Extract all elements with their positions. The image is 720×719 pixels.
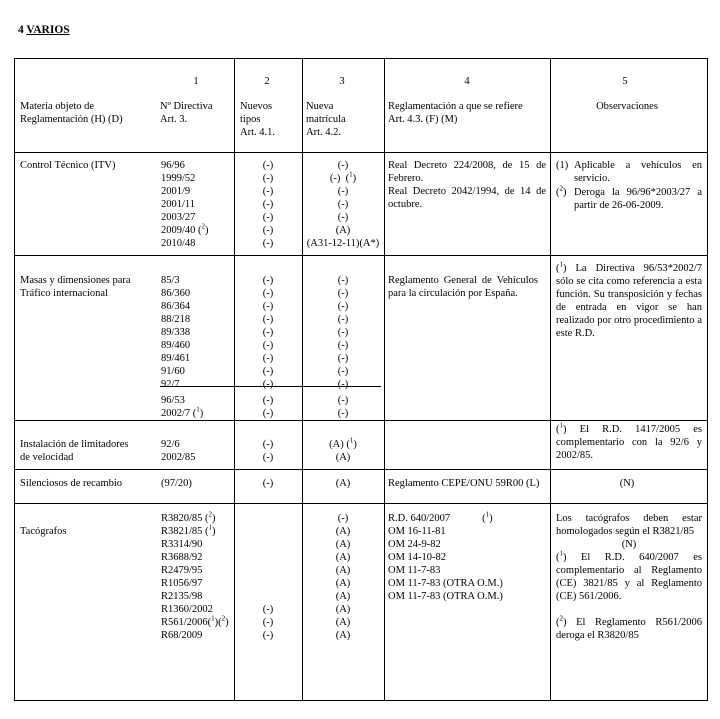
value-cell: (-) xyxy=(262,379,274,390)
regulation-item: Real Decreto 224/2008, de 15 de Febrero. xyxy=(388,160,546,184)
header-line: Art. 3. xyxy=(160,114,188,125)
value-cell: (-) xyxy=(262,314,274,325)
directive-item: 2010/48 xyxy=(161,238,196,249)
taco-new-types xyxy=(236,603,300,642)
value-cell: (A) xyxy=(335,552,351,563)
taco-directives xyxy=(161,512,229,642)
directive-code: 2002/7 xyxy=(161,408,191,419)
itv-regulation xyxy=(388,159,546,211)
directive-item: 2001/11 xyxy=(161,199,196,210)
masas-regulation: Reglamento General de Vehículos para la circulación por España. xyxy=(388,275,538,299)
value-cell: (-) xyxy=(337,353,349,364)
taco-registration xyxy=(304,512,382,642)
rule-bottom xyxy=(14,700,708,701)
directive-item: 2002/7 ($^1$) xyxy=(161,405,204,419)
observation-item: ($^2$) El Reglamento R561/2006 deroga el R3820/85 xyxy=(556,614,702,641)
regulation-code: R.D. 640/2007 xyxy=(388,513,451,524)
value-cell: (-) xyxy=(337,340,349,351)
value-cell: (-) xyxy=(262,186,274,197)
regulation-item: OM 24-9-82 xyxy=(388,539,441,550)
value-cell: (-) xyxy=(262,353,274,364)
value-cell: (-) xyxy=(337,288,349,299)
section-number: 4 xyxy=(18,24,27,36)
footnote-ref: 1 xyxy=(208,523,213,532)
observation-text: La Directiva 96/53*2002/7 sólo se cita como referencia a esta función. Su transposición y fechas de entrada en vigor se han realizado por otro procedimiento a este R.D. xyxy=(556,263,702,339)
directive-item: R68/2009 xyxy=(161,630,203,641)
header-line: Art. 4.3. (F) (M) xyxy=(388,114,458,125)
rule-masas xyxy=(14,420,708,421)
section-heading xyxy=(18,24,70,37)
value-cell: (-) xyxy=(262,395,274,406)
observation-label: (1) xyxy=(556,160,569,171)
regulation-item: OM 11-7-83 xyxy=(388,565,441,576)
value-cell: (A) xyxy=(335,478,351,489)
observation-item: ($^2$) Deroga la 96/96*2003/27 a partir de 26-06-2009. xyxy=(556,184,702,211)
directive-item: 86/360 xyxy=(161,288,191,299)
footnote-ref: 2 xyxy=(208,510,213,519)
silenc-regulation: Reglamento CEPE/ONU 59R00 (L) xyxy=(388,478,540,489)
rule-col-2 xyxy=(234,58,235,701)
col-5-number: 5 xyxy=(622,76,628,87)
value-text: (-) xyxy=(329,173,341,184)
value-cell: (-) xyxy=(262,212,274,223)
footnote-ref: 1 xyxy=(196,405,200,414)
value-cell: (-) xyxy=(262,478,274,489)
col-4-header xyxy=(388,100,523,126)
row-subject: Control Técnico (ITV) xyxy=(20,160,116,171)
value-cell: (A31-12-11)(A*) xyxy=(306,238,380,249)
observation-item: ($^1$) El R.D. 640/2007 es complementario al Reglamento (CE) 3821/85 y al Reglamento (CE) 561/2006. xyxy=(556,549,702,602)
footnote-ref: 2 xyxy=(559,614,563,623)
col-2-header xyxy=(240,100,275,139)
value-cell: (-) xyxy=(262,366,274,377)
directive-item: R2479/95 xyxy=(161,565,203,576)
limit-registration xyxy=(304,438,382,464)
rule-top xyxy=(14,58,708,59)
directive-item: 92/7 xyxy=(161,379,180,390)
footnote-ref: 1 xyxy=(559,421,563,430)
regulation-item: OM 11-7-83 (OTRA O.M.) xyxy=(388,578,503,589)
value-cell: (-) xyxy=(262,604,274,615)
subject-line: Masas y dimensiones para xyxy=(20,275,131,286)
footnote-ref: 1 xyxy=(559,549,563,558)
value-cell: (-) xyxy=(337,186,349,197)
col-subject-header xyxy=(20,100,123,126)
observation-text: El R.D. 1417/2005 es complementario con la 92/6 y 2002/85. xyxy=(556,424,702,461)
value-cell: (-) xyxy=(262,160,274,171)
rule-col-4 xyxy=(384,58,385,701)
regulation-item: Real Decreto 2042/1994, de 14 de octubre. xyxy=(388,186,546,210)
rule-col-right xyxy=(707,58,708,701)
value-cell: (-) xyxy=(337,513,349,524)
value-cell: (A) xyxy=(335,452,351,463)
value-cell: (-) xyxy=(337,408,349,419)
section-title: VARIOS xyxy=(26,24,70,36)
value-cell: (-) xyxy=(337,327,349,338)
value-cell: (-) xyxy=(337,199,349,210)
masas-new-types xyxy=(236,274,300,420)
taco-regulation xyxy=(388,512,503,603)
row-subject xyxy=(20,274,131,300)
itv-new-types xyxy=(236,159,300,250)
header-line: matrícula xyxy=(306,114,346,125)
directive-code: 2009/40 xyxy=(161,225,196,236)
rule-col-3 xyxy=(302,58,303,701)
masas-observation: ($^1$) La Directiva 96/53*2002/7 sólo se cita como referencia a esta función. Su transposición y fechas de entrada en vigor se han realizado por otro procedimiento a este R.D. xyxy=(556,260,702,339)
limit-directives xyxy=(161,438,195,464)
directive-item: R3688/92 xyxy=(161,552,203,563)
value-cell: (-) xyxy=(262,340,274,351)
directive-item: 91/60 xyxy=(161,366,185,377)
observation-text: (N) xyxy=(621,539,637,550)
observation-item xyxy=(556,159,702,185)
itv-directives xyxy=(161,159,209,250)
header-line: tipos xyxy=(240,114,261,125)
directive-item: 89/460 xyxy=(161,340,191,351)
directive-item: 89/461 xyxy=(161,353,191,364)
rule-header xyxy=(14,152,708,153)
value-cell: (-) xyxy=(262,225,274,236)
header-line: Nº Directiva xyxy=(160,101,213,112)
rule-silenc xyxy=(14,503,708,504)
value-cell: (-) xyxy=(262,199,274,210)
value-cell: (-) xyxy=(262,617,274,628)
directive-item: 92/6 xyxy=(161,439,180,450)
itv-registration xyxy=(304,159,382,250)
value-cell: (-) ($^1$) xyxy=(329,170,357,184)
observation-text: El Reglamento R561/2006 deroga el R3820/85 xyxy=(556,617,702,641)
directive-item: 89/338 xyxy=(161,327,191,338)
header-line: Nuevos xyxy=(240,101,273,112)
value-cell: (A) ($^1$) xyxy=(329,436,357,450)
directive-code: R3821/85 xyxy=(161,526,203,537)
observation-text: El R.D. 640/2007 es complementario al Reglamento (CE) 3821/85 y al Reglamento (CE) 561/2006. xyxy=(556,552,702,602)
subject-line: Tráfico internacional xyxy=(20,288,108,299)
subject-line: Instalación de limitadores xyxy=(20,439,129,450)
footnote-ref: 2 xyxy=(221,614,226,623)
value-cell: (-) xyxy=(337,366,349,377)
directive-item: R1056/97 xyxy=(161,578,203,589)
value-cell: (-) xyxy=(262,452,274,463)
directive-item: R561/2006($^1$)($^2$) xyxy=(161,614,229,628)
value-cell: (A) xyxy=(335,591,351,602)
value-cell: (-) xyxy=(262,288,274,299)
rule-col-5 xyxy=(550,58,551,701)
col-3-header xyxy=(306,100,346,139)
taco-observations xyxy=(556,512,702,642)
footnote-ref: 1 xyxy=(349,436,354,445)
value-cell: (-) xyxy=(337,379,349,390)
rule-itv xyxy=(14,255,708,256)
row-subject xyxy=(20,438,128,464)
value-cell: (-) xyxy=(262,275,274,286)
value-cell: (A) xyxy=(335,225,351,236)
itv-observations xyxy=(556,159,702,212)
directive-code: R3820/85 xyxy=(161,513,203,524)
observation-text: Los tacógrafos deben estar homologados según el R3821/85 xyxy=(556,513,702,537)
value-text: (A) xyxy=(329,439,344,450)
value-cell: (-) xyxy=(262,439,274,450)
limit-new-types xyxy=(236,438,300,464)
value-cell: (A) xyxy=(335,565,351,576)
value-cell: (-) xyxy=(262,327,274,338)
col-2-number: 2 xyxy=(264,76,270,87)
directive-item: 85/3 xyxy=(161,275,180,286)
col-1-header xyxy=(160,100,213,126)
row-subject: Silenciosos de recambio xyxy=(20,478,123,489)
footnote-ref: 1 xyxy=(485,510,490,519)
directive-item: R1360/2002 xyxy=(161,604,213,615)
directive-item: 2001/9 xyxy=(161,186,191,197)
directive-item: 86/364 xyxy=(161,301,191,312)
masas-registration xyxy=(304,274,382,420)
footnote-ref: 1 xyxy=(349,170,353,179)
silenc-observation: (N) xyxy=(619,478,635,489)
header-line: Art. 4.1. xyxy=(240,127,275,138)
value-cell: (-) xyxy=(262,301,274,312)
value-cell: (-) xyxy=(262,408,274,419)
value-cell: (-) xyxy=(262,173,274,184)
rule-col-left xyxy=(14,58,15,701)
header-line: Materia objeto de xyxy=(20,101,95,112)
footnote-ref: 1 xyxy=(211,614,215,623)
value-cell: (-) xyxy=(337,395,349,406)
footnote-ref: 1 xyxy=(559,260,563,269)
value-cell: (-) xyxy=(337,301,349,312)
directive-item: 2002/85 xyxy=(161,452,196,463)
regulation-item: R.D. 640/2007 ($^1$) xyxy=(388,510,493,524)
value-cell: (A) xyxy=(335,539,351,550)
value-cell: (-) xyxy=(337,275,349,286)
directive-item: 96/53 xyxy=(161,395,185,406)
header-line: Art. 4.2. xyxy=(306,127,341,138)
value-cell: (A) xyxy=(335,630,351,641)
directive-item: 2003/27 xyxy=(161,212,196,223)
directive-item: R3821/85 ($^1$) xyxy=(161,523,216,537)
value-cell: (-) xyxy=(337,314,349,325)
rule-limit xyxy=(14,469,708,470)
value-cell: (-) xyxy=(337,160,349,171)
footnote-ref: 2 xyxy=(559,184,563,193)
value-cell: (-) xyxy=(337,212,349,223)
value-cell: (A) xyxy=(335,526,351,537)
header-line: Reglamentación (H) (D) xyxy=(20,114,123,125)
col-4-number: 4 xyxy=(464,76,470,87)
directive-item: R2135/98 xyxy=(161,591,203,602)
subject-line: de velocidad xyxy=(20,452,74,463)
value-cell: (-) xyxy=(262,238,274,249)
header-line: Nueva xyxy=(306,101,334,112)
regulation-item: OM 14-10-82 xyxy=(388,552,447,563)
regulation-item: OM 11-7-83 (OTRA O.M.) xyxy=(388,591,503,602)
directive-item: 88/218 xyxy=(161,314,191,325)
value-cell: (-) xyxy=(262,630,274,641)
value-cell: (A) xyxy=(335,617,351,628)
masas-directives xyxy=(161,274,203,420)
col-1-number: 1 xyxy=(193,76,199,87)
directive-item: (97/20) xyxy=(161,478,192,489)
col-3-number: 3 xyxy=(339,76,345,87)
value-cell: (A) xyxy=(335,578,351,589)
observation-text: Aplicable a vehículos en servicio. xyxy=(574,160,702,184)
observation-text: Deroga la 96/96*2003/27 a partir de 26-06-2009. xyxy=(574,187,702,211)
directive-item: 96/96 xyxy=(161,160,185,171)
value-cell: (A) xyxy=(335,604,351,615)
directive-item: 2009/40 ($^2$) xyxy=(161,222,209,236)
directive-item: R3820/85 ($^2$) xyxy=(161,510,216,524)
limit-observation: ($^1$) El R.D. 1417/2005 es complementario con la 92/6 y 2002/85. xyxy=(556,421,702,461)
col-5-header: Observaciones xyxy=(596,101,658,112)
directive-item: R3314/90 xyxy=(161,539,203,550)
header-line: Reglamentación a que se refiere xyxy=(388,101,523,112)
footnote-ref: 2 xyxy=(201,222,206,231)
regulation-item: OM 16-11-81 xyxy=(388,526,446,537)
row-subject: Tacógrafos xyxy=(20,526,67,537)
directive-item: 1999/52 xyxy=(161,173,196,184)
directive-code: R561/2006 xyxy=(161,617,208,628)
